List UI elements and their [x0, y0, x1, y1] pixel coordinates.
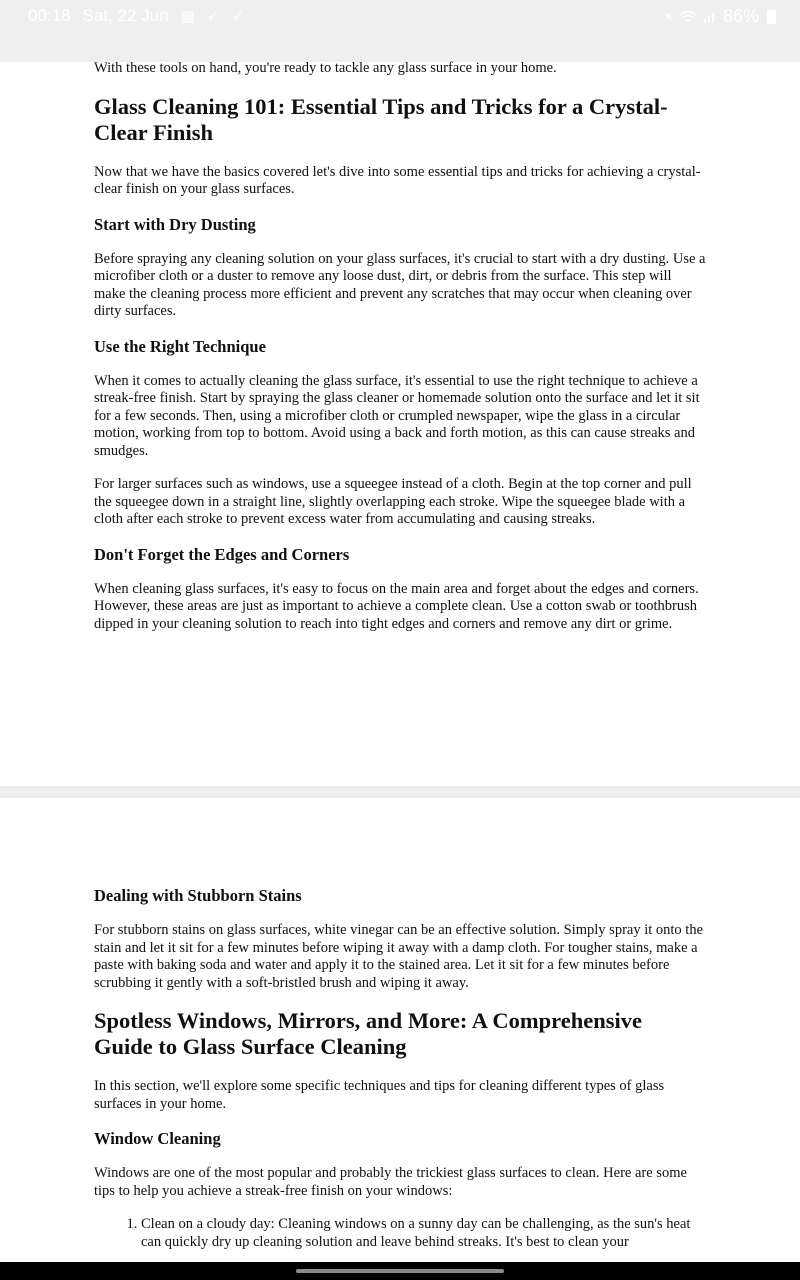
- status-bar: [0, 0, 800, 62]
- page-separator: [0, 786, 800, 798]
- technique-paragraph-1: When it comes to actually cleaning the glass surface, it's essential to use the right technique to achieve a streak-free finish. Start by spraying the glass cleaner or homemade solution onto the surface and let it sit for a few seconds. Then, using a microfiber cloth or crumpled newspaper, wipe the glass in a circular motion, working from top to bottom. Avoid using a back and forth motion, as this can cause streaks and smudges.: [94, 372, 700, 459]
- technique-paragraph-2: For larger surfaces such as windows, use a squeegee instead of a cloth. Begin at the top corner and pull the squeegee down in a straight line, slightly overlapping each stroke. Wipe the squeegee blade with a cloth after each stroke to prevent excess water from accumulating and causing streaks.: [94, 476, 692, 527]
- section-heading: Glass Cleaning 101: Essential Tips and Tricks for a Crystal-Clear Finish: [94, 93, 668, 145]
- home-gesture-handle[interactable]: [296, 1269, 504, 1273]
- window-paragraph: Windows are one of the most popular and probably the trickiest glass surfaces to clean. Here are some tips to help you achieve a streak-free finish on your windows:: [94, 1165, 687, 1199]
- gallery-icon: ▦: [180, 7, 195, 25]
- subheading-right-technique: Use the Right Technique: [94, 336, 266, 356]
- document-page-1: [94, 60, 706, 649]
- subheading-dry-dusting: Start with Dry Dusting: [94, 214, 256, 234]
- intro-paragraph: With these tools on hand, you're ready to tackle any glass surface in your home.: [94, 60, 557, 76]
- window-tips-list: [94, 1216, 706, 1251]
- subheading-edges-corners: Don't Forget the Edges and Corners: [94, 544, 350, 564]
- dry-dusting-paragraph: Before spraying any cleaning solution on your glass surfaces, it's crucial to start with a dry dusting. Use a microfiber cloth or a duster to remove any loose dust, dirt, or debris from the surface. This step will make the cleaning process more efficient and prevent any scratches that may occur when cleaning over dirty surfaces.: [94, 250, 706, 319]
- wifi-icon: [679, 10, 697, 24]
- status-date: Sat, 22 Jun: [82, 6, 169, 25]
- status-time: 00:18: [28, 6, 71, 25]
- battery-icon: [767, 10, 776, 24]
- edges-paragraph: When cleaning glass surfaces, it's easy to focus on the main area and forget about the edges and corners. However, these areas are just as important to achieve a complete clean. Use a cotton swab or toothbrush dipped in your cleaning solution to reach into tight edges and corners and remove any dirt or grime.: [94, 580, 699, 632]
- check-icon: ✓: [231, 7, 244, 25]
- list-item: 1. Clean on a cloudy day: Cleaning windows on a sunny day can be challenging, as the sun's heat can quickly dry up cleaning solution and leave behind streaks. It's best to clean your: [141, 1216, 706, 1251]
- check-icon: ✓: [206, 7, 220, 25]
- stains-paragraph: For stubborn stains on glass surfaces, white vinegar can be an effective solution. Simply spray it onto the stain and let it sit for a few minutes before wiping it away with a damp cloth. For tougher stains, make a paste with baking soda and water and apply it to the stained area. Let it sit for a few minutes before scrubbing it gently with a soft-bristled brush and wiping it away.: [94, 922, 704, 991]
- mute-icon: ×: [664, 8, 673, 25]
- status-left: [28, 6, 244, 26]
- subheading-window-cleaning: Window Cleaning: [94, 1129, 221, 1148]
- signal-icon: [703, 10, 717, 24]
- battery-percent: 86%: [722, 6, 759, 26]
- section-heading: Spotless Windows, Mirrors, and More: A Comprehensive Guide to Glass Surface Cleaning: [94, 1008, 642, 1059]
- section-intro-paragraph: In this section, we'll explore some specific techniques and tips for cleaning different types of glass surfaces in your home.: [94, 1078, 665, 1112]
- section-intro-paragraph: Now that we have the basics covered let's dive into some essential tips and tricks for achieving a crystal-clear finish on your glass surfaces.: [94, 163, 701, 197]
- subheading-stubborn-stains: Dealing with Stubborn Stains: [94, 886, 302, 905]
- document-page-2: [94, 886, 706, 1251]
- status-right: [664, 6, 776, 27]
